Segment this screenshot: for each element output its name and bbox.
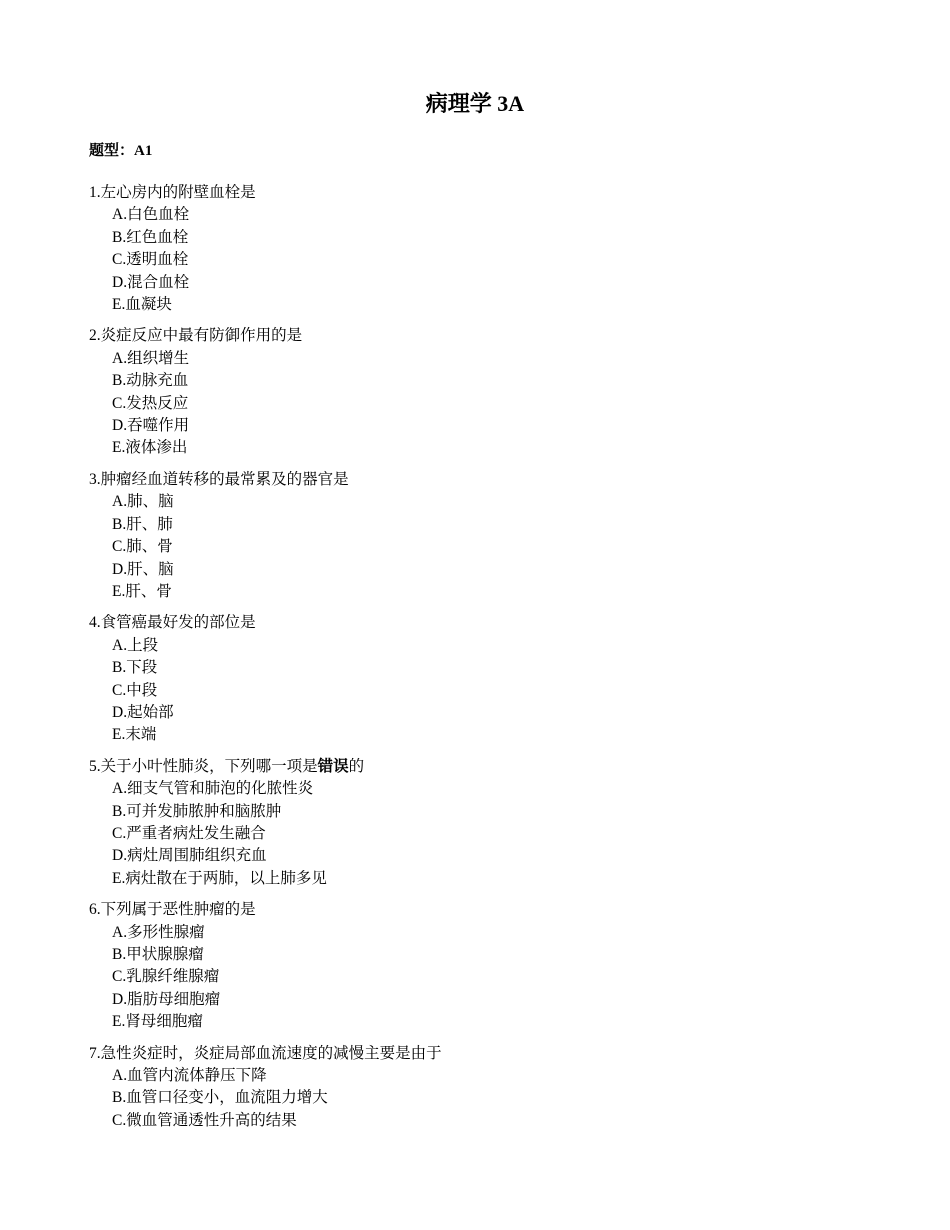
answer-option: C.发热反应 <box>112 394 189 412</box>
answer-option: C.透明血栓 <box>112 251 189 269</box>
answer-option: D.脂肪母细胞瘤 <box>112 990 221 1008</box>
answer-option: D.肝、脑 <box>112 560 174 578</box>
answer-option: A.组织增生 <box>112 349 190 367</box>
answer-option: B.甲状腺腺瘤 <box>112 946 204 963</box>
answer-option: D.病灶周围肺组织充血 <box>112 847 267 865</box>
answer-option: C.乳腺纤维腺瘤 <box>112 968 220 986</box>
answer-option: A.多形性腺瘤 <box>112 923 205 941</box>
question-4 <box>89 612 889 746</box>
answer-option: A.血管内流体静压下降 <box>112 1067 267 1085</box>
question-stem: 1.左心房内的附壁血栓是 <box>89 184 256 201</box>
answer-option: E.肾母细胞瘤 <box>112 1013 203 1031</box>
answer-option: B.动脉充血 <box>112 372 189 390</box>
answer-option: E.肝、骨 <box>112 582 172 600</box>
question-stem <box>89 756 889 778</box>
question-stem: 7.急性炎症时，炎症局部血流速度的减慢主要是由于 <box>89 1044 442 1062</box>
question-2 <box>89 325 889 459</box>
answer-option: C.肺、骨 <box>112 538 173 556</box>
answer-option: B.红色血栓 <box>112 228 189 246</box>
question-stem-after: 的 <box>348 757 365 775</box>
question-stem: 6.下列属于恶性肿瘤的是 <box>89 901 256 919</box>
answer-option: B.下段 <box>112 659 158 677</box>
answer-option: E.病灶散在于两肺，以上肺多见 <box>112 869 327 887</box>
question-stem-emphasis: 错误 <box>317 757 349 775</box>
answer-option: B.肝、肺 <box>112 515 173 533</box>
question-list <box>89 182 889 1141</box>
question-stem: 4.食管癌最好发的部位是 <box>89 614 256 632</box>
answer-option: E.液体渗出 <box>112 439 188 457</box>
answer-option: A.肺、脑 <box>112 493 174 511</box>
question-type-label: 题型：A1 <box>89 143 153 159</box>
answer-option: D.吞噬作用 <box>112 417 190 435</box>
answer-option: C.严重者病灶发生融合 <box>112 824 266 842</box>
answer-option: A.上段 <box>112 636 159 654</box>
question-6 <box>89 899 889 1033</box>
answer-option: E.血凝块 <box>112 296 172 314</box>
question-stem: 2.炎症反应中最有防御作用的是 <box>89 327 303 345</box>
question-5 <box>89 756 889 890</box>
document-title: 病理学 3A <box>425 91 525 116</box>
answer-option: A.细支气管和肺泡的化脓性炎 <box>112 780 314 798</box>
answer-option: B.血管口径变小，血流阻力增大 <box>112 1089 328 1107</box>
question-3 <box>89 469 889 603</box>
question-1 <box>89 182 889 316</box>
question-7 <box>89 1043 889 1133</box>
answer-option: C.微血管通透性升高的结果 <box>112 1111 297 1129</box>
question-stem-before: 5.关于小叶性肺炎，下列哪一项是 <box>89 757 318 775</box>
answer-option: C.中段 <box>112 681 158 699</box>
answer-option: A.白色血栓 <box>112 206 190 224</box>
question-stem: 3.肿瘤经血道转移的最常累及的器官是 <box>89 470 349 488</box>
answer-option: D.起始部 <box>112 703 174 721</box>
answer-option: E.末端 <box>112 726 157 744</box>
answer-option: B.可并发肺脓肿和脑脓肿 <box>112 802 282 820</box>
answer-option: D.混合血栓 <box>112 273 190 291</box>
